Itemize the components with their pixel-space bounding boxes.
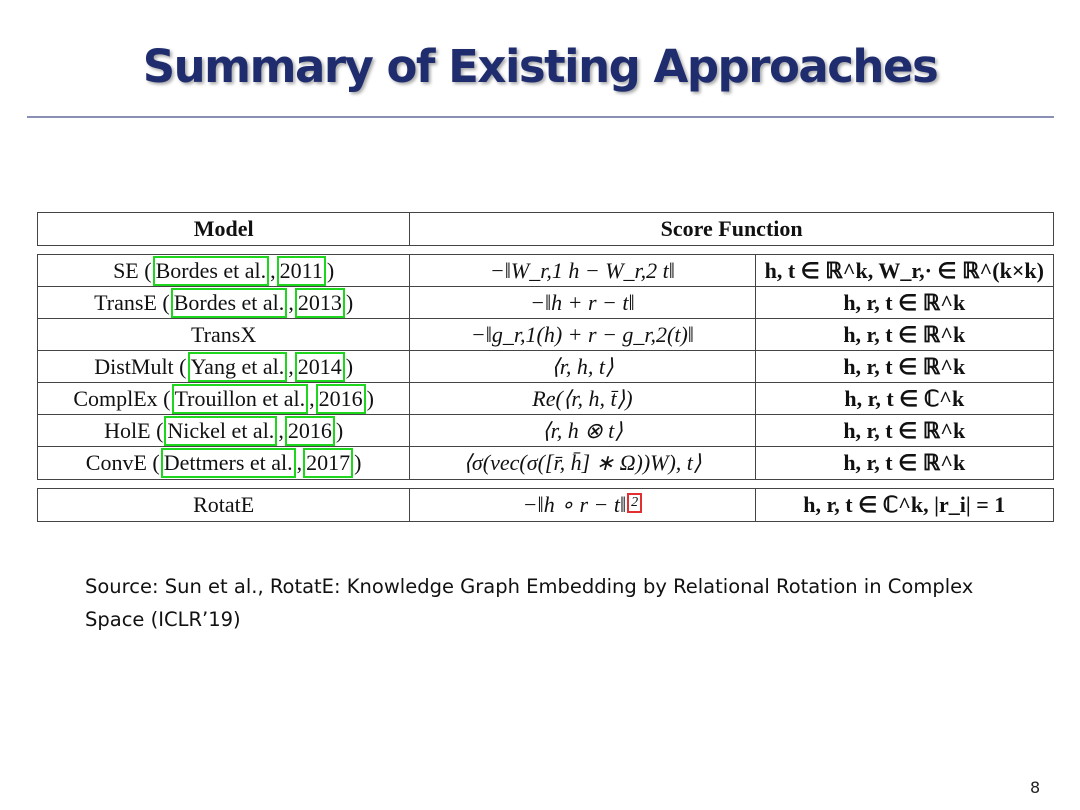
citation-authors: Bordes et al.	[171, 288, 288, 318]
embedding-space: h, r, t ∈ ℝ^k	[843, 353, 966, 379]
model-cell: SE ( Bordes et al. , 2011 )	[38, 255, 410, 286]
exponent-highlight: 2	[627, 493, 642, 513]
citation-year: 2016	[316, 384, 366, 414]
score-function: ⟨σ(vec(σ([r̄, h̄] ∗ Ω))W), t⟩	[410, 447, 755, 479]
score-function: −‖g_r,1(h) + r − g_r,2(t)‖	[410, 319, 755, 350]
embedding-space: h, r, t ∈ ℂ^k	[844, 385, 965, 411]
citation-authors: Trouillon et al.	[172, 384, 309, 414]
citation-authors: Nickel et al.	[164, 416, 277, 446]
citation-year: 2017	[303, 448, 353, 478]
citation-authors: Dettmers et al.	[161, 448, 296, 478]
embedding-space: h, t ∈ ℝ^k, W_r,· ∈ ℝ^(k×k)	[764, 257, 1044, 283]
score-function: Re(⟨r, h, t̄⟩)	[410, 383, 755, 414]
score-function: −‖h + r − t‖	[410, 287, 755, 318]
citation-year: 2011	[277, 256, 326, 286]
embedding-space: h, r, t ∈ ℝ^k	[843, 321, 966, 347]
header-score-function: Score Function	[660, 216, 803, 241]
model-name: ConvE	[85, 450, 147, 475]
citation-year: 2013	[295, 288, 345, 318]
model-cell: TransE ( Bordes et al. , 2013 )	[38, 287, 410, 318]
score-function	[410, 489, 755, 521]
citation-authors: Bordes et al.	[153, 256, 270, 286]
embedding-space: h, r, t ∈ ℝ^k	[843, 289, 966, 315]
model-name: DistMult	[94, 353, 174, 379]
model-name: TransX	[191, 321, 257, 347]
table-row-rotate	[38, 489, 1053, 521]
model-cell: ConvE ( Dettmers et al. , 2017 )	[38, 447, 410, 479]
embedding-space: h, r, t ∈ ℂ^k, |r_i| = 1	[803, 492, 1006, 517]
table-final	[37, 488, 1054, 522]
model-name: RotatE	[38, 489, 410, 521]
header-row	[38, 213, 1053, 245]
citation-authors: Yang et al.	[188, 352, 288, 382]
table-row	[38, 447, 1053, 479]
model-name: TransE	[94, 289, 157, 315]
page-number: 8	[1030, 778, 1041, 797]
model-name: ComplEx	[73, 385, 158, 411]
table-row	[38, 287, 1053, 319]
model-name: HolE	[104, 417, 151, 443]
embedding-space: h, r, t ∈ ℝ^k	[843, 450, 966, 475]
table-row	[38, 383, 1053, 415]
score-function: ⟨r, h ⊗ t⟩	[410, 415, 755, 446]
title-underline	[27, 116, 1054, 118]
score-function: −‖W_r,1 h − W_r,2 t‖	[410, 255, 755, 286]
model-cell: HolE ( Nickel et al. , 2016 )	[38, 415, 410, 446]
score-function: ⟨r, h, t⟩	[410, 351, 755, 382]
model-cell: ComplEx ( Trouillon et al. , 2016 )	[38, 383, 410, 414]
approaches-table	[37, 212, 1054, 522]
table-row	[38, 351, 1053, 383]
model-cell	[38, 319, 410, 350]
table-header	[37, 212, 1054, 246]
citation-year: 2014	[295, 352, 345, 382]
header-model: Model	[38, 213, 410, 245]
table-row	[38, 255, 1053, 287]
source-citation: Source: Sun et al., RotatE: Knowledge Graph Embedding by Relational Rotation in Complex Space (ICLR’19)	[85, 575, 974, 631]
model-cell: DistMult ( Yang et al. , 2014 )	[38, 351, 410, 382]
table-row	[38, 415, 1053, 447]
score-text: −‖h ∘ r − t‖	[522, 492, 627, 517]
embedding-space: h, r, t ∈ ℝ^k	[843, 417, 966, 443]
slide-title: Summary of Existing Approaches	[142, 40, 938, 93]
table-body	[37, 254, 1054, 480]
citation-year: 2016	[285, 416, 335, 446]
model-name: SE	[113, 257, 139, 283]
table-row	[38, 319, 1053, 351]
